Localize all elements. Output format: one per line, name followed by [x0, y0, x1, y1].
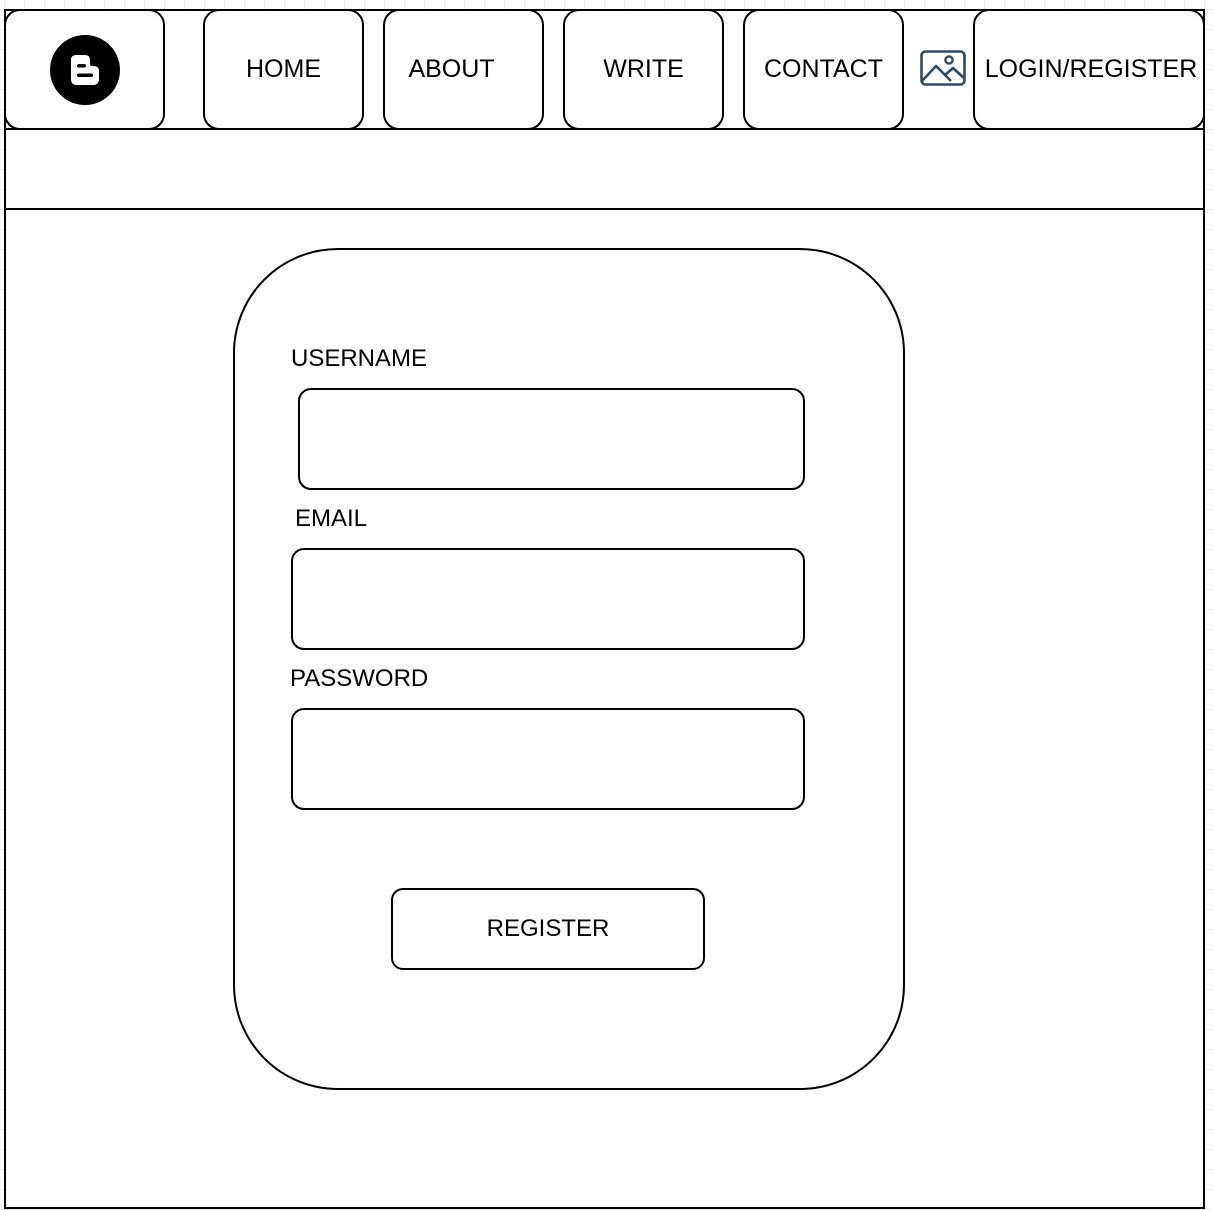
logo-box[interactable] [4, 9, 165, 130]
nav-home-button[interactable] [203, 9, 364, 130]
nav-contact-label: CONTACT [764, 55, 883, 83]
blogger-logo-icon [50, 35, 120, 105]
email-input[interactable] [291, 548, 805, 650]
register-button[interactable] [391, 888, 705, 970]
image-icon[interactable] [920, 50, 966, 86]
nav-about-label: ABOUT [408, 55, 495, 83]
nav-contact-button[interactable] [743, 9, 904, 130]
nav-about-button[interactable] [383, 9, 544, 130]
nav-login-register-button[interactable] [973, 9, 1205, 130]
username-label: USERNAME [291, 345, 428, 372]
email-label: EMAIL [295, 505, 368, 532]
nav-login-register-label: LOGIN/REGISTER [984, 55, 1198, 83]
password-input[interactable] [291, 708, 805, 810]
nav-home-label: HOME [246, 55, 321, 83]
register-button-label: REGISTER [486, 915, 610, 942]
blogger-b-glyph [67, 52, 103, 88]
header-banner [4, 128, 1205, 210]
username-input[interactable] [298, 388, 805, 490]
nav-write-label: WRITE [603, 55, 684, 83]
password-label: PASSWORD [290, 665, 429, 692]
nav-write-button[interactable] [563, 9, 724, 130]
